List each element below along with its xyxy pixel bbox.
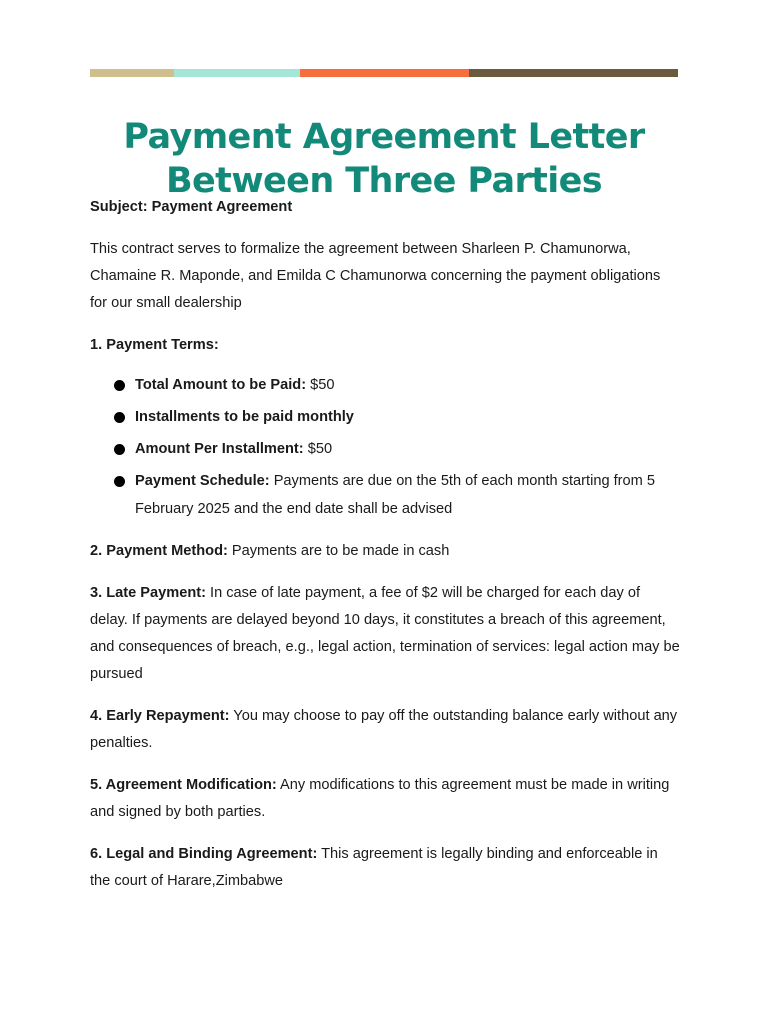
bullet-icon [114,412,125,423]
decorative-color-bar [90,69,678,77]
color-bar-segment-brown [469,69,678,77]
subject-line: Subject: Payment Agreement [90,199,293,215]
bullet-icon [114,476,125,487]
bullet-icon [114,444,125,455]
title-line-2: Between Three Parties [165,161,603,202]
payment-terms-list [90,371,680,523]
title-line-1: Payment Agreement Letter [123,117,645,158]
color-bar-segment-orange [300,69,469,77]
color-bar-segment-tan [90,69,174,77]
late-payment-section: 3. Late Payment: In case of late payment, a fee of $2 will be charged for each day of delay. If payments are delayed beyond 10 days, it constitutes a breach of this agreement, and consequences of breach, e.g., legal action, termination of services: legal action may be pursued [90,585,680,682]
early-repayment-section: 4. Early Repayment: You may choose to pay off the outstanding balance early without any penalties. [90,708,678,751]
list-item: Installments to be paid monthly [90,403,680,431]
list-item: Payment Schedule: Payments are due on the 5th of each month starting from 5 February 2025 and the end date shall be advised [90,467,680,523]
legal-binding-section: 6. Legal and Binding Agreement: This agreement is legally binding and enforceable in the court of Harare,Zimbabwe [90,846,658,889]
list-item: Amount Per Installment: $50 [90,435,680,463]
payment-method-section: 2. Payment Method: Payments are to be made in cash [90,543,450,559]
payment-terms-heading: 1. Payment Terms: [90,337,219,353]
color-bar-segment-mint [174,69,300,77]
list-item: Total Amount to be Paid: $50 [90,371,680,399]
intro-paragraph: This contract serves to formalize the agreement between Sharleen P. Chamunorwa, Chamaine R. Maponde, and Emilda C Chamunorwa concerning the payment obligations for our small dealership [90,241,661,311]
letter-body [90,194,680,910]
agreement-modification-section: 5. Agreement Modification: Any modifications to this agreement must be made in writing and signed by both parties. [90,777,670,820]
bullet-icon [114,380,125,391]
document-title [90,115,678,203]
